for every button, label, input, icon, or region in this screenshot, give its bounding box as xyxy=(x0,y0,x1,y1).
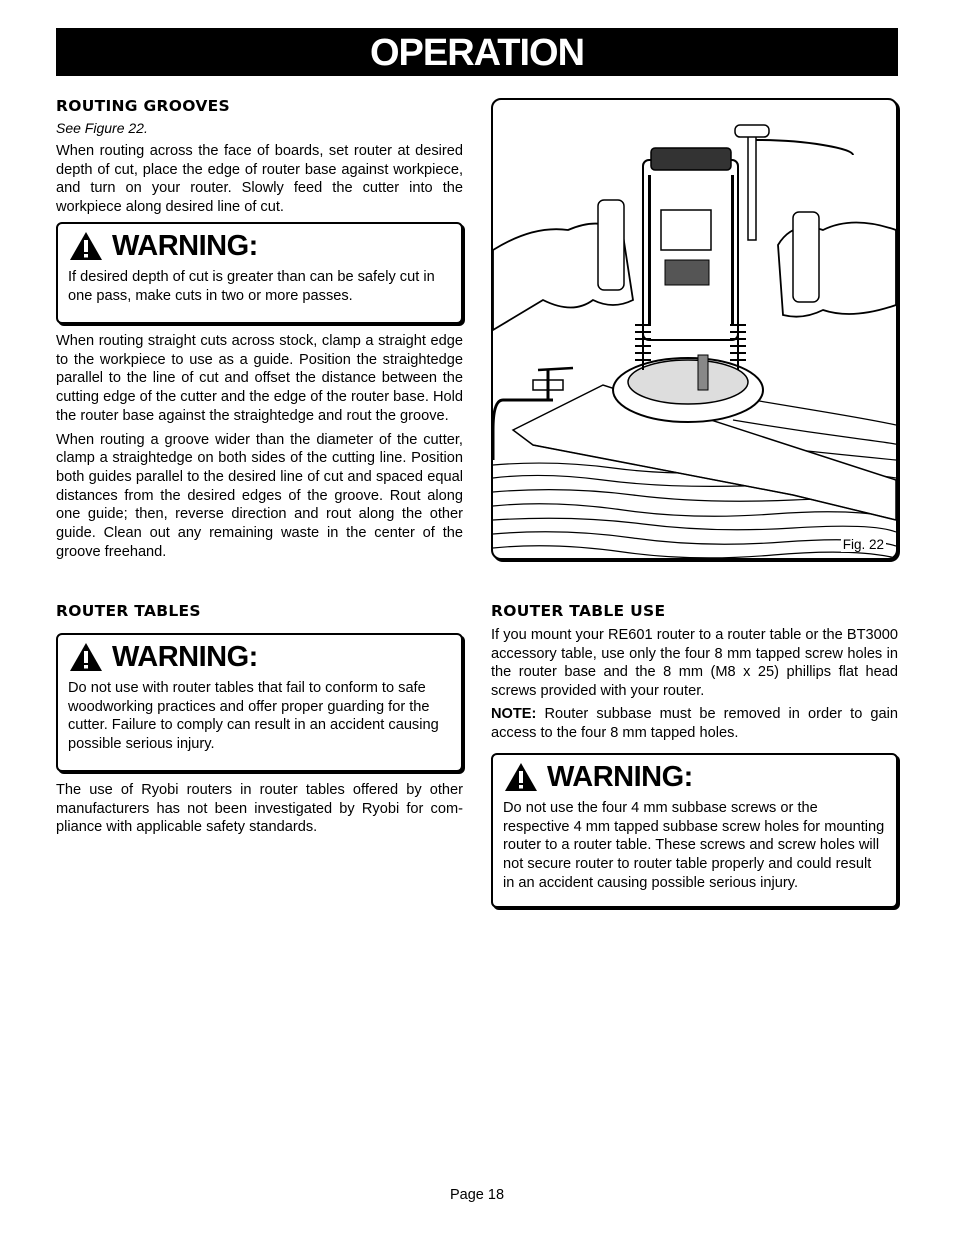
figure-22 xyxy=(491,98,898,560)
warning-triangle-icon xyxy=(68,641,104,673)
warning-triangle-icon xyxy=(503,761,539,793)
warning-box-subbase-screws xyxy=(491,753,898,908)
warning-triangle-icon xyxy=(68,230,104,262)
routing-grooves-heading: ROUTING GROOVES xyxy=(56,97,230,115)
warning-text: Do not use the four 4 mm subbase screws or the respective 4 mm tapped subbase screw holes for mounting router to a router table. These screws and screw holes will not secure router to router table properly and could result in an accident causing possible serious injury. xyxy=(503,800,885,891)
router-tables-para: The use of Ryobi routers in router tables offered by other manufacturers has not been investigated by Ryobi for com-pliance with applicable safety standards. xyxy=(56,782,463,836)
routing-grooves-section xyxy=(56,97,463,217)
router-tables-body xyxy=(56,781,463,837)
warning-title: WARNING: xyxy=(112,229,258,262)
note-label: NOTE: xyxy=(491,705,537,722)
routing-grooves-section-2 xyxy=(56,332,463,561)
note-text: Router subbase must be removed in order to gain access to the four 8 mm tapped holes. xyxy=(491,705,898,741)
page-title-banner: OPERATION xyxy=(56,28,898,76)
router-table-use-section xyxy=(491,602,898,742)
page-number: Page 18 xyxy=(449,1187,505,1203)
router-table-use-para: If you mount your RE601 router to a router table or the BT3000 accessory table, use only the four 8 mm tapped screw holes in the router base and the 8 mm (M8 x 25) phillips flat head screws provided with your router. xyxy=(491,627,898,700)
routing-grooves-para3: When routing a groove wider than the diameter of the cutter, clamp a straightedge on both sides of the cutting line. Position both guides parallel to the desired line of cut and spaced equal distances from the desired edges of the groove. Rout along one guide; then, reverse direction and rout along the other guide. Clean out any remaining waste in the center of the groove freehand. xyxy=(56,431,463,560)
router-illustration xyxy=(493,100,896,558)
router-table-use-note xyxy=(491,705,898,742)
router-tables-heading: ROUTER TABLES xyxy=(56,602,201,620)
figure-label: Fig. 22 xyxy=(842,537,884,552)
router-table-use-heading: ROUTER TABLE USE xyxy=(491,602,666,620)
warning-title: WARNING: xyxy=(547,760,693,793)
warning-text: If desired depth of cut is greater than can be safely cut in one pass, make cuts in two or more passes. xyxy=(68,269,435,304)
warning-title: WARNING: xyxy=(112,640,258,673)
warning-box-router-tables xyxy=(56,633,463,772)
router-tables-section xyxy=(56,602,463,620)
warning-text: Do not use with router tables that fail to conform to safe woodworking practices and offer proper guarding for the cutter. Failure to comply can result in an accident causing possible serious injury. xyxy=(68,680,439,753)
warning-box-depth xyxy=(56,222,463,324)
routing-grooves-para2: When routing straight cuts across stock, clamp a straight edge to the workpiece to use as a guide. Position the straightedge parallel to the line of cut and offset the distance between the cutting edge of the cutter and the edge of the router base. Hold the router base against the straightedge and rout the groove. xyxy=(56,333,463,424)
routing-grooves-para1: When routing across the face of boards, set router at desired depth of cut, place the edge of router base against workpiece, and turn on your router. Slowly feed the cutter into the workpiece along desired line of cut. xyxy=(56,143,463,216)
see-figure-note: See Figure 22. xyxy=(56,120,148,136)
